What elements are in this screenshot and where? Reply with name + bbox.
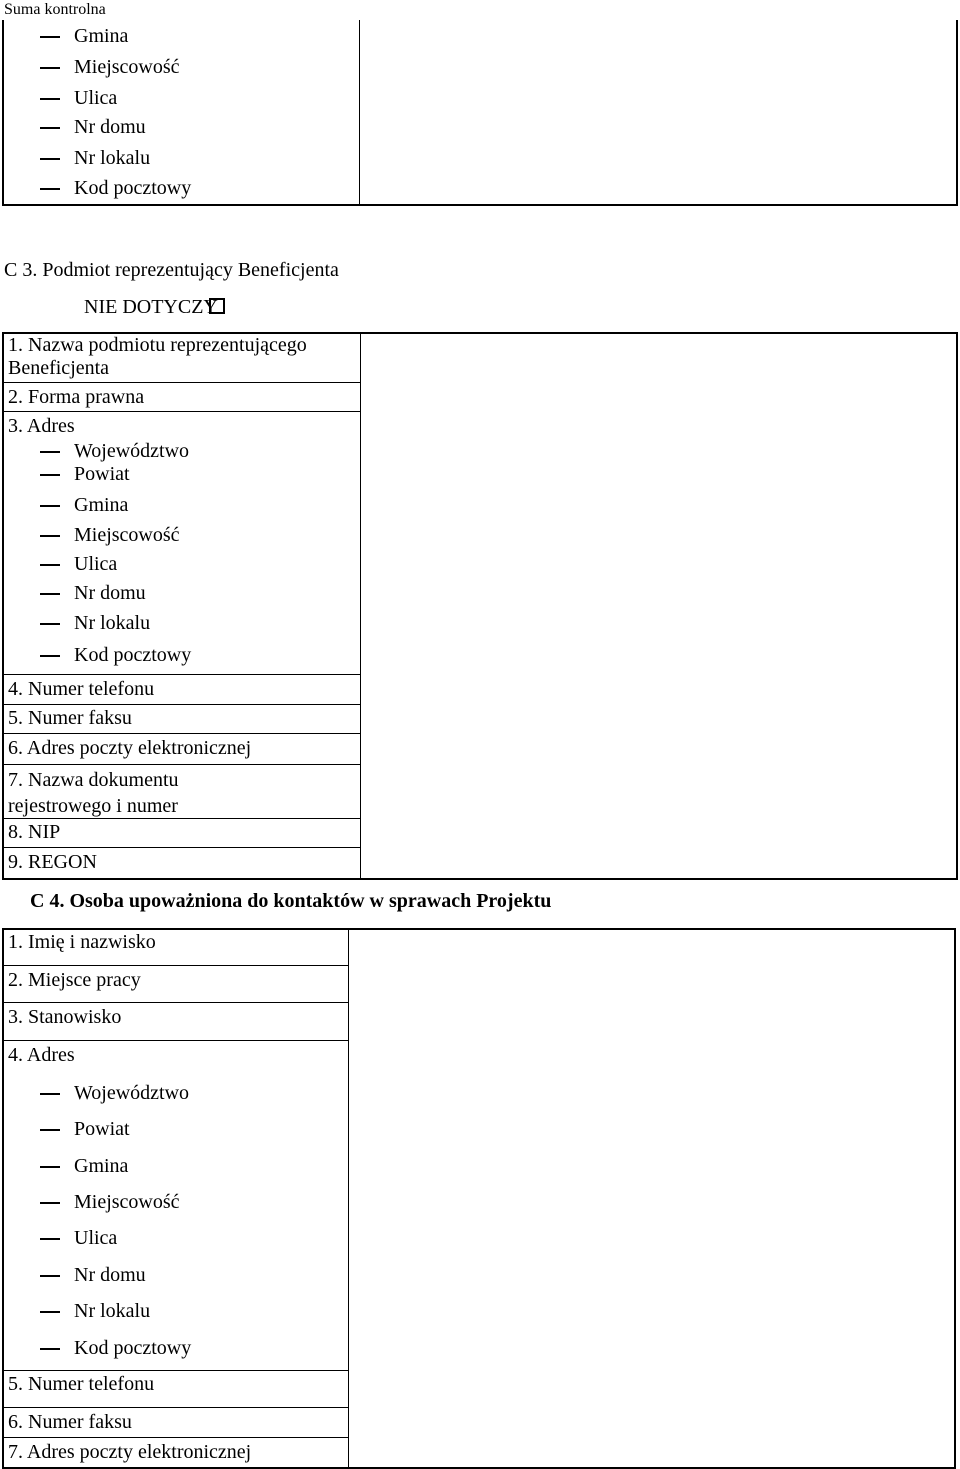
c4-row-divider [2,1002,348,1003]
c3-nip-label: 8. NIP [8,821,61,843]
c4-table-column-divider [348,928,349,1469]
c3-row-divider [2,818,360,819]
c4-row-divider [2,1370,348,1371]
not-applicable-checkbox[interactable] [209,298,225,314]
c3-name-label: 1. Nazwa podmiotu reprezentującego [8,334,307,356]
c3-email-label: 6. Adres poczty elektronicznej [8,737,252,759]
c4-name-label: 1. Imię i nazwisko [8,931,156,953]
c3-fax-label: 5. Numer faksu [8,707,132,729]
c4-workplace-label: 2. Miejsce pracy [8,969,141,991]
table-column-divider [359,20,360,206]
c3-doc-label: 7. Nazwa dokumentu [8,769,179,791]
c3-legal-form-label: 2. Forma prawna [8,386,145,408]
c4-row-divider [2,1407,348,1408]
c3-phone-label: 4. Numer telefonu [8,678,155,700]
table-border-right [956,20,958,206]
c3-row-divider [2,382,360,383]
c3-row-divider [2,674,360,675]
c3-row-divider [2,733,360,734]
table-border-left [2,20,4,206]
c4-address-label: 4. Adres [8,1044,75,1066]
c3-row-divider [2,704,360,705]
c4-fax-label: 6. Numer faksu [8,1411,132,1433]
c4-email-label: 7. Adres poczty elektronicznej [8,1441,252,1463]
c3-doc-label-cont: rejestrowego i numer [8,795,178,817]
c3-address-label: 3. Adres [8,415,75,437]
c3-name-label-cont: Beneficjenta [8,357,110,379]
c4-table-border-right [954,928,956,1469]
c3-table-column-divider [360,332,361,880]
c4-heading: C 4. Osoba upoważniona do kontaktów w sprawach Projektu [30,890,552,912]
c3-row-divider [2,764,360,765]
c4-table-border-top [2,928,956,930]
c4-row-divider [2,965,348,966]
c3-row-divider [2,411,360,412]
c3-regon-label: 9. REGON [8,851,97,873]
c4-position-label: 3. Stanowisko [8,1006,122,1028]
c3-table-border-right [956,332,958,880]
c4-row-divider [2,1040,348,1041]
c4-table-border-left [2,928,4,1469]
c3-heading: C 3. Podmiot reprezentujący Beneficjenta [4,259,339,281]
c3-table-border-bottom [2,878,958,880]
c4-phone-label: 5. Numer telefonu [8,1373,155,1395]
c3-table-border-left [2,332,4,880]
table-border-bottom [2,204,958,206]
not-applicable-label: NIE DOTYCZY [84,296,218,318]
checksum-label: Suma kontrolna [4,1,106,18]
c4-row-divider [2,1437,348,1438]
c3-row-divider [2,847,360,848]
